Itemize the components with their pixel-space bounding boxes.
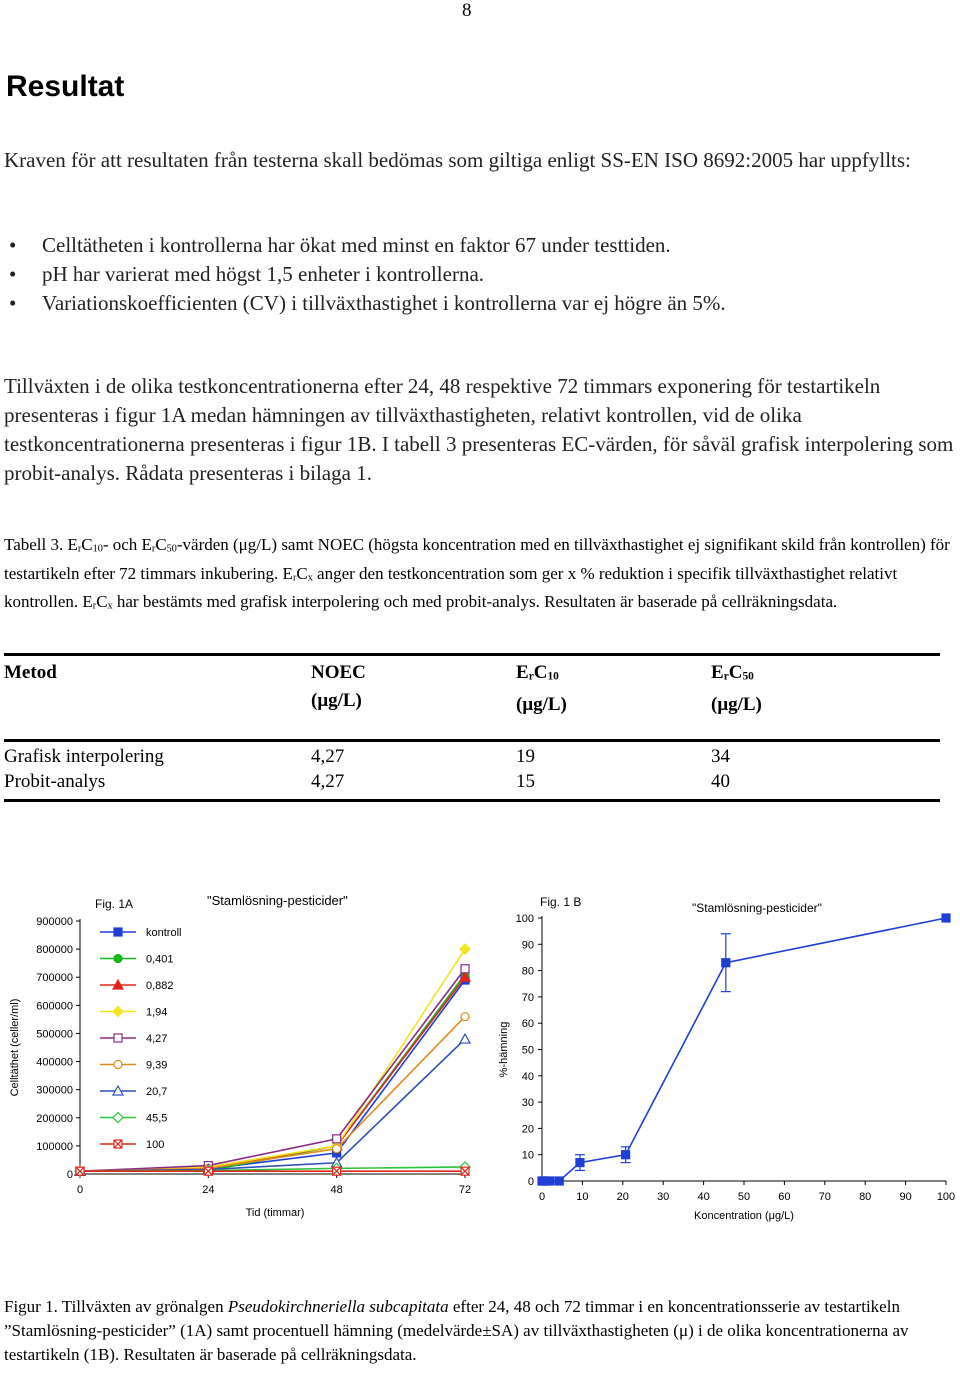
figure-caption: Figur 1. Tillväxten av grönalgen Pseudokirchneriella subcapitata efter 24, 48 och 72 timmar i en koncentrationsserie av testartikeln ”Stamlösning-pesticider” (1A) samt procentuell hämning (medelvärde±SA) av tillväxthastigheten (μ) i de olika koncentrationerna av testartikeln (1B). Resultaten är baserade på cellräkningsdata. <box>4 1297 909 1364</box>
x-tick-label: 30 <box>657 1191 670 1203</box>
x-tick-label: 10 <box>576 1191 589 1203</box>
header-erc50: $E_rC_{50}$ (μg/L) <box>711 662 762 715</box>
y-tick-label: 70 <box>521 991 534 1004</box>
y-tick-label: 600000 <box>36 1000 73 1013</box>
x-tick-label: 24 <box>202 1184 215 1196</box>
intro-paragraph: Kraven för att resultaten från testerna skall bedömas som giltiga enligt SS-EN ISO 8692:2005 har uppfyllts: <box>4 148 911 172</box>
x-tick-label: 90 <box>899 1191 912 1203</box>
page-number: 8 <box>462 0 472 21</box>
results-paragraph: Tillväxten i de olika testkoncentrationerna efter 24, 48 respektive 72 timmars exponering för testartikeln presenteras i figur 1A medan hämningen av tillväxthastigheten, relativt kontrollen, vid de olika testkoncentrationerna presenteras i figur 1B. I tabell 3 presenteras EC-värden, för såväl grafisk interpolering som probit-analys. Rådata presenteras i bilaga 1. <box>4 374 954 485</box>
series-line <box>80 969 465 1171</box>
cell-noec: 4,27 <box>311 770 345 792</box>
table-caption-label: Tabell 3. <box>4 535 64 554</box>
table-row <box>4 769 940 794</box>
cell-erc10: 15 <box>516 770 535 792</box>
cell-erc10: 19 <box>516 745 535 767</box>
legend-label: 45,5 <box>146 1112 168 1125</box>
list-item: • Celltätheten i kontrollerna har ökat med minst en faktor 67 under testtiden. <box>4 231 726 260</box>
y-tick-label: 20 <box>521 1123 534 1136</box>
legend-marker <box>114 1034 122 1042</box>
legend-label: 20,7 <box>146 1086 168 1098</box>
x-tick-label: 50 <box>737 1191 751 1203</box>
y-tick-label: 80 <box>521 965 534 978</box>
y-tick-label: 60 <box>521 1018 534 1031</box>
y-tick-label: 100 <box>515 913 534 925</box>
legend-marker <box>113 1113 123 1123</box>
header-erc10: $E_rC_{10}$ (μg/L) <box>516 662 567 715</box>
cell-erc50: 34 <box>711 745 730 767</box>
figure-caption-label: Figur 1. <box>4 1297 58 1316</box>
x-tick-label: 0 <box>538 1191 546 1203</box>
ercx-symbol: $E_rC_x$ <box>282 563 313 584</box>
x-tick-label: 60 <box>778 1191 791 1203</box>
legend-label: 4,27 <box>146 1033 168 1045</box>
ercx-symbol: $E_rC_x$ <box>82 592 113 612</box>
y-tick-label: 300000 <box>36 1084 73 1097</box>
y-tick-label: 40 <box>521 1070 534 1083</box>
y-tick-label: 800000 <box>36 944 73 957</box>
erc50-symbol: $E_rC_{50}$ <box>141 535 177 555</box>
cell-noec: 4,27 <box>311 745 345 767</box>
series-line <box>80 977 465 1171</box>
x-tick-label: 20 <box>616 1191 629 1203</box>
y-tick-label: 100000 <box>36 1140 73 1153</box>
legend-marker <box>114 1061 122 1069</box>
y-tick-label: 900000 <box>36 916 73 928</box>
table-row <box>4 742 940 769</box>
x-tick-label: 0 <box>76 1184 84 1196</box>
data-point <box>333 1145 341 1153</box>
legend-label: 9,39 <box>146 1059 168 1072</box>
legend-label: 0,401 <box>146 953 174 966</box>
chart-title: "Stamlösning-pesticider" <box>692 901 822 915</box>
legend-label: 0,882 <box>146 980 174 992</box>
data-point <box>461 1013 469 1021</box>
figure-label: Fig. 1A <box>95 897 134 911</box>
legend-marker <box>114 955 122 963</box>
data-point <box>460 944 470 954</box>
cell-method: Probit-analys <box>4 770 106 792</box>
legend-marker <box>114 928 122 936</box>
requirements-list <box>4 231 726 318</box>
y-axis-label: Celltäthet (celler/ml) <box>9 998 21 1097</box>
y-tick-label: 30 <box>521 1097 534 1110</box>
x-tick-label: 40 <box>697 1191 710 1203</box>
chart-title: "Stamlösning-pesticider" <box>207 893 348 908</box>
data-point <box>942 914 950 922</box>
y-tick-label: 10 <box>521 1149 534 1162</box>
x-tick-label: 70 <box>818 1191 831 1203</box>
figure-1a-chart <box>0 885 488 1225</box>
legend-label: 1,94 <box>146 1006 168 1019</box>
legend-label: 100 <box>146 1139 165 1151</box>
header-method: Metod <box>4 662 57 683</box>
species-name: Pseudokirchneriella subcapitata <box>227 1297 449 1316</box>
erc10-symbol: $E_rC_{10}$ <box>67 535 103 555</box>
y-tick-label: 700000 <box>36 972 73 985</box>
y-tick-label: 0 <box>66 1169 73 1181</box>
list-item: • pH har varierat med högst 1,5 enheter i kontrollerna. <box>4 260 726 289</box>
table-header-row <box>4 656 940 719</box>
legend-label: kontroll <box>146 927 182 939</box>
legend-marker <box>113 1007 123 1017</box>
y-tick-label: 50 <box>521 1044 534 1057</box>
data-point <box>576 1159 584 1167</box>
list-item: • Variationskoefficienten (CV) i tillväxthastighet i kontrollerna var ej högre än 5%. <box>4 289 726 318</box>
y-tick-label: 500000 <box>36 1028 73 1041</box>
data-point <box>555 1177 563 1185</box>
section-heading: Resultat <box>6 70 125 103</box>
header-noec: NOEC (μg/L) <box>311 662 366 711</box>
data-point <box>622 1151 630 1159</box>
x-tick-label: 100 <box>936 1191 956 1203</box>
cell-method: Grafisk interpolering <box>4 745 164 767</box>
cell-erc50: 40 <box>711 770 730 792</box>
x-axis-label: Tid (timmar) <box>245 1207 305 1219</box>
data-point <box>546 1177 554 1185</box>
figure-1b-chart <box>490 885 960 1225</box>
table-caption: Tabell 3. $E_rC_{10}-$ och $E_rC_{50}$-värden (μg/L) samt NOEC (högsta koncentration med en tillväxthastighet ej signifikant skild från kontrollen) för testartikeln efter 72 timmars inkubering. $E_rC_x$ anger den testkoncentration som ger x % reduktion i specifik tillväxthastighet relativt kontrollen. $E_rC_x$ har bestämts med grafisk interpolering och med probit-analys. Resultaten är baserade på cellräkningsdata. <box>4 535 950 612</box>
data-point <box>722 959 730 967</box>
data-point <box>461 965 469 973</box>
y-tick-label: 0 <box>527 1176 534 1188</box>
x-tick-label: 72 <box>458 1184 472 1196</box>
y-tick-label: 90 <box>521 939 534 952</box>
series-line <box>80 949 465 1171</box>
y-tick-label: 400000 <box>36 1056 73 1069</box>
x-axis-label: Koncentration (μg/L) <box>694 1210 794 1222</box>
data-point <box>333 1135 341 1143</box>
figure-label: Fig. 1 B <box>540 895 582 909</box>
x-tick-label: 80 <box>859 1191 872 1203</box>
y-tick-label: 200000 <box>36 1112 73 1125</box>
x-tick-label: 48 <box>330 1184 343 1196</box>
data-point <box>460 1034 470 1043</box>
series-line <box>80 974 465 1171</box>
series-line <box>542 918 946 1181</box>
y-axis-label: %-hämning <box>498 1021 510 1078</box>
ec-values-table <box>4 653 940 802</box>
